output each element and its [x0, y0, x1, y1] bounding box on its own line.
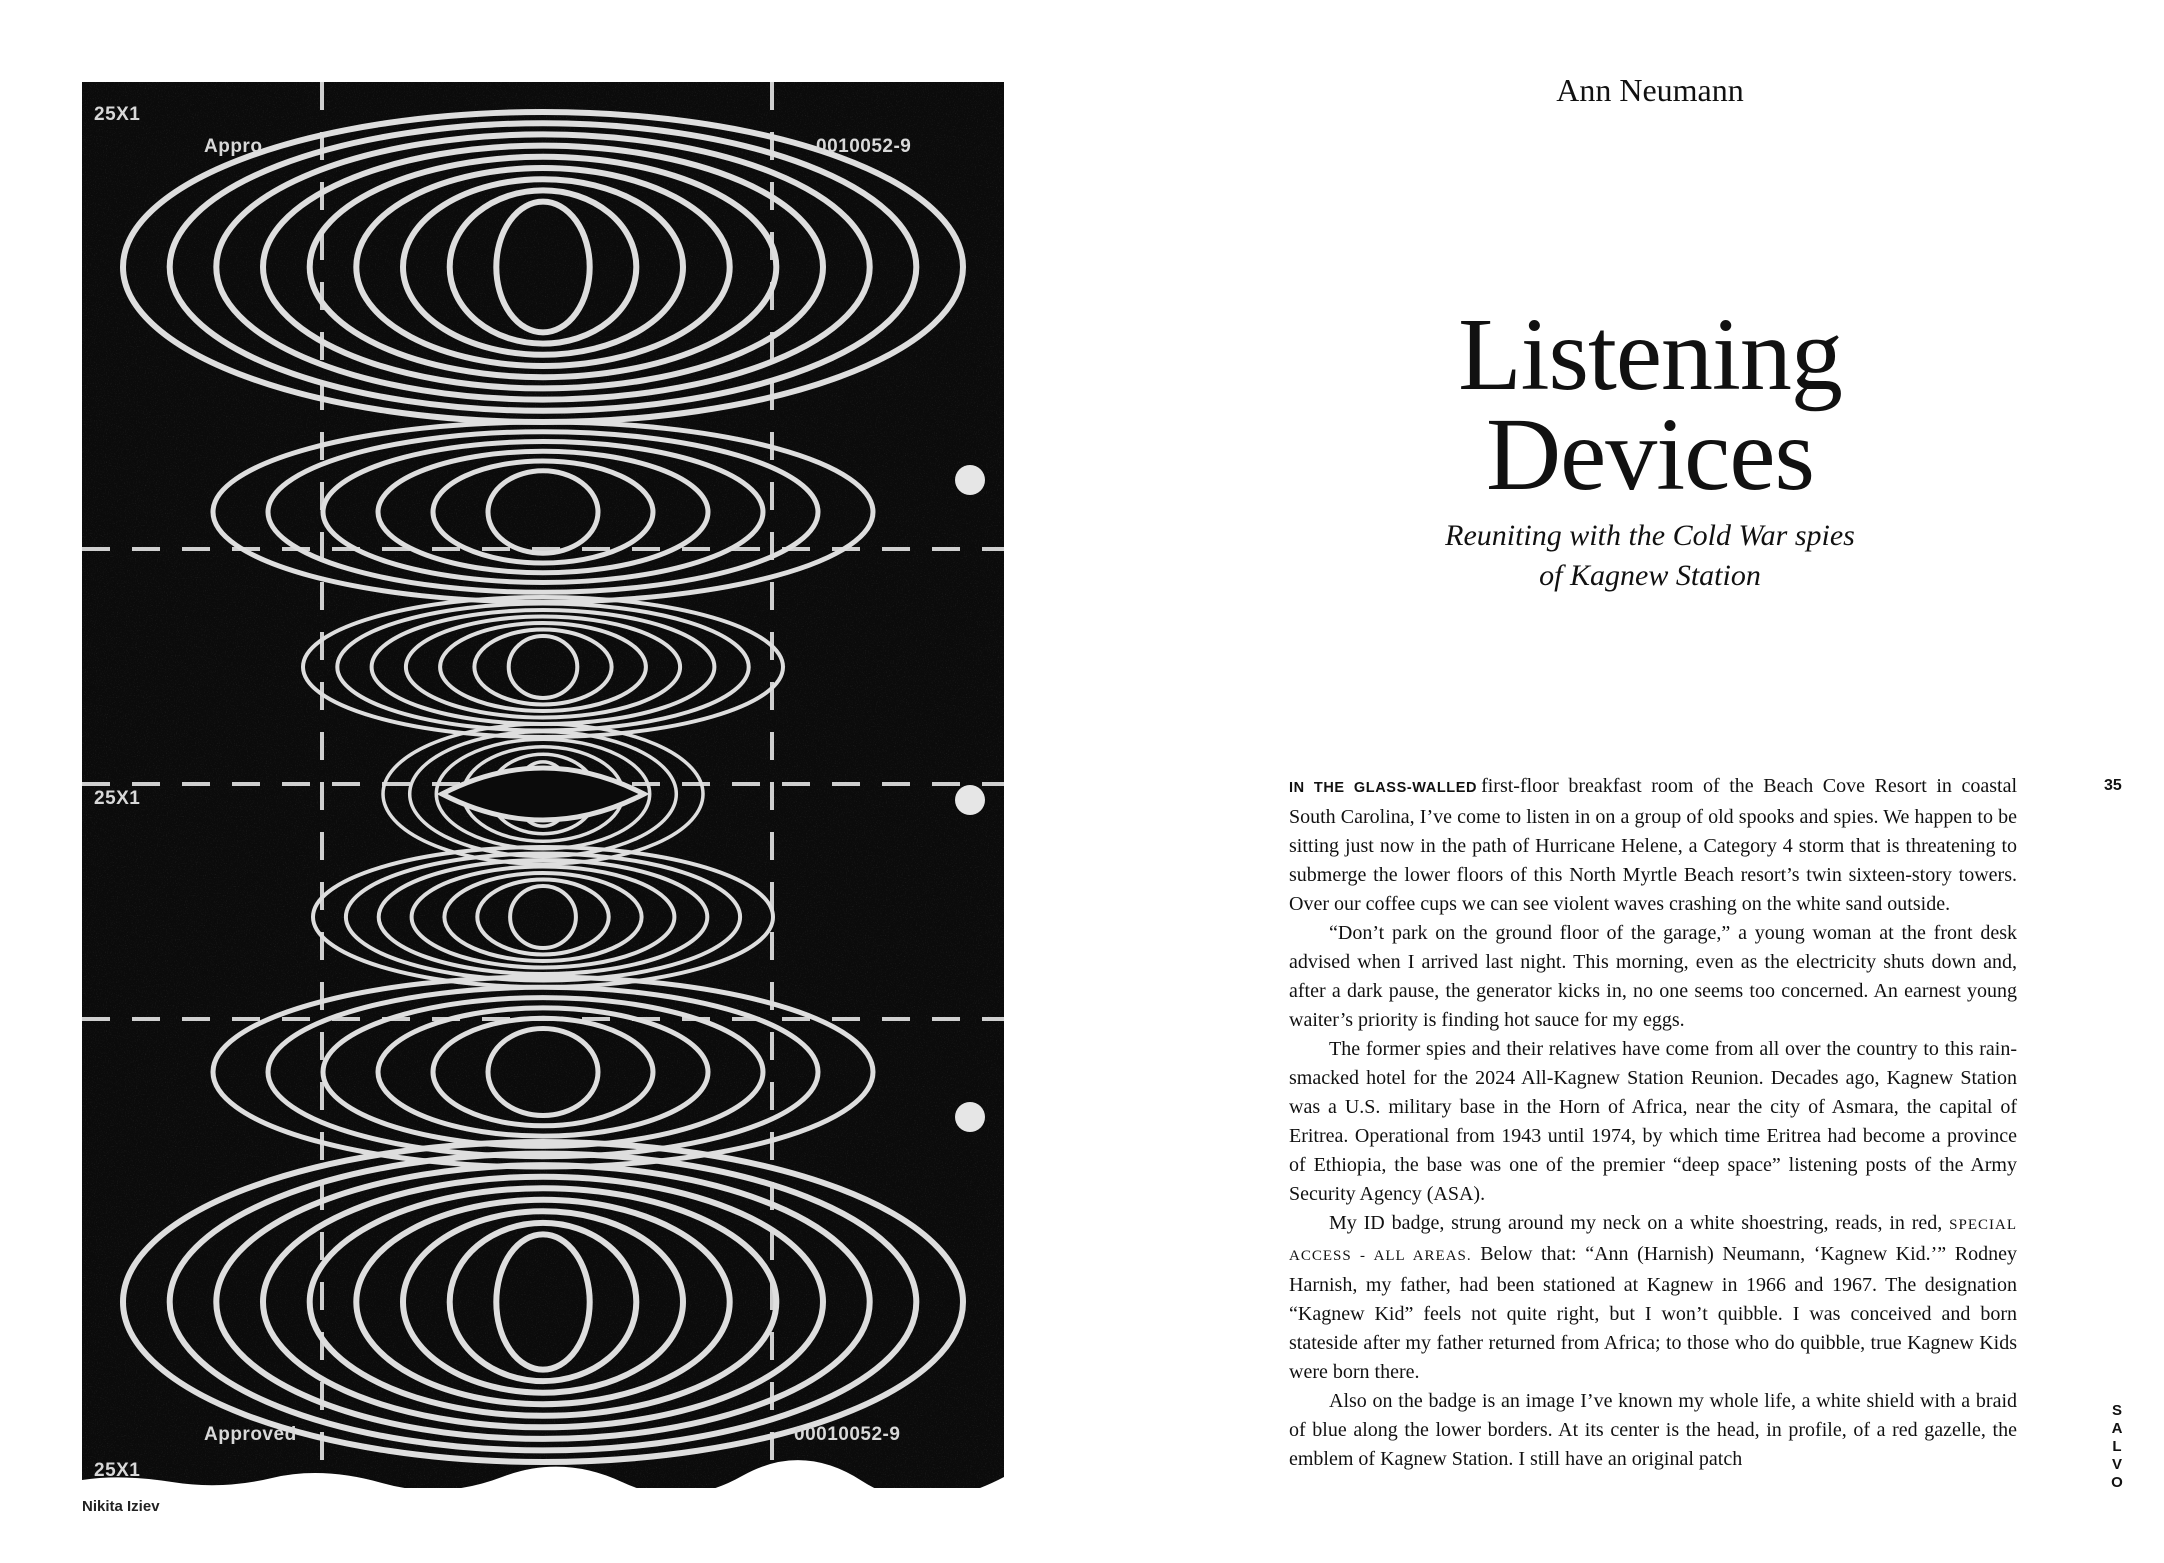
article-body — [1289, 772, 2017, 1474]
body-paragraph — [1289, 772, 2017, 919]
illustration-credit: Nikita Iziev — [82, 1498, 160, 1515]
body-paragraph: “Don’t park on the ground floor of the garage,” a young woman at the front desk advised when I arrived last night. This morning, even as the electricity shuts down and, after a dark pause, the generator kicks in, no one seems too concerned. An earnest young waiter’s priority is finding hot sauce for my eggs. — [1289, 922, 2017, 1031]
article-title — [1290, 297, 2010, 512]
approved-stamp-bottom-left: Approved — [204, 1424, 297, 1445]
lead-in-opener: IN THE GLASS-WALLED — [1289, 780, 1478, 796]
doc-code-bottom: 25X1 — [94, 1460, 141, 1481]
running-head-letter: V — [2111, 1456, 2122, 1473]
subtitle-line: Reuniting with the Cold War spies — [1445, 519, 1855, 552]
title-line: Listening — [1458, 297, 1842, 412]
subtitle-line: of Kagnew Station — [1539, 559, 1761, 592]
running-head-letter: S — [2111, 1402, 2122, 1419]
page-number: 35 — [2104, 777, 2122, 794]
small-caps-text: SPECIAL ACCESS - ALL AREAS. — [1289, 1217, 2018, 1264]
body-paragraph: Also on the badge is an image I’ve known my whole life, a white shield with a braid of blue along the lower borders. At its center is the head, in profile, of a red gazelle, the emblem of Kagnew Station. I still have an original patch — [1289, 1390, 2017, 1470]
author-name: Ann Neumann — [1556, 72, 1744, 108]
interference-pattern — [82, 82, 1004, 1488]
body-paragraph — [1289, 1209, 2017, 1387]
running-head-letter: O — [2111, 1474, 2123, 1491]
cover-artwork — [82, 82, 1004, 1488]
running-head-letter: L — [2112, 1438, 2122, 1455]
approved-stamp-top-right: 0010052-9 — [816, 136, 912, 157]
approved-stamp-top-left: Appro — [204, 136, 263, 157]
paragraph-text: My ID badge, strung around my neck on a white shoestring, reads, in red, — [1329, 1212, 1943, 1234]
paragraph-text: Below that: “Ann (Harnish) Neumann, ‘Kagnew Kid.’” Rodney Harnish, my father, had been stationed at Kagnew in 1966 and 1967. The designation “Kagnew Kid” feels not quite right, but I won’t quibble. I was conceived and born stateside after my father returned from Africa; to those who do quibble, true Kagnew Kids were born there. — [1289, 1243, 2017, 1383]
running-head — [2110, 1402, 2124, 1492]
doc-code-middle: 25X1 — [94, 788, 141, 809]
running-head-letter: A — [2111, 1420, 2123, 1437]
approved-stamp-bottom-right: 00010052-9 — [794, 1424, 901, 1445]
article-subtitle — [1330, 516, 1970, 596]
paragraph-text: first-floor breakfast room of the Beach Cove Resort in coastal South Carolina, I’ve come to listen in on a group of old spooks and spies. We happen to be sitting just now in the path of Hurricane Helene, a Category 4 storm that is threatening to submerge the lower floors of this North Myrtle Beach resort’s twin sixteen-story towers. Over our coffee cups we can see violent waves crashing on the white sand outside. — [1289, 775, 2017, 915]
doc-code-top: 25X1 — [94, 104, 141, 125]
title-line: Devices — [1486, 397, 1814, 512]
body-paragraph: The former spies and their relatives have come from all over the country to this rain-smacked hotel for the 2024 All-Kagnew Station Reunion. Decades ago, Kagnew Station was a U.S. military base in the Horn of Africa, near the city of Asmara, the capital of Eritrea. Operational from 1943 until 1974, by which time Eritrea had become a province of Ethiopia, the base was one of the premier “deep space” listening posts of the Army Security Agency (ASA). — [1289, 1038, 2017, 1205]
